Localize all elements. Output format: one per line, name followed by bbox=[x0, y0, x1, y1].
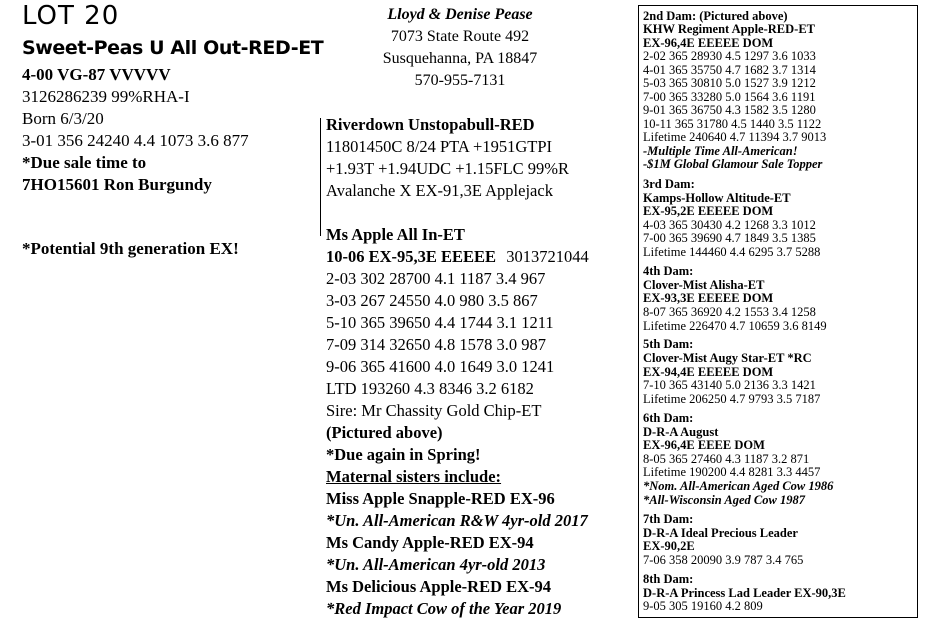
dam5-heading: 5th Dam: bbox=[643, 337, 694, 351]
potential-note: *Potential 9th generation EX! bbox=[22, 239, 239, 258]
dam6-note: *All-Wisconsin Aged Cow 1987 bbox=[643, 493, 805, 507]
dam8-heading: 8th Dam: bbox=[643, 572, 694, 586]
dam2-record: 9-01 365 36750 4.3 1582 3.5 1280 bbox=[643, 103, 816, 117]
dam-record: 5-10 365 39650 4.4 1744 3.1 1211 bbox=[326, 313, 554, 332]
dam2-note: -$1M Global Glamour Sale Topper bbox=[643, 157, 823, 171]
dam3-name: Kamps-Hollow Altitude-ET bbox=[643, 191, 791, 205]
sire-line3: Avalanche X EX-91,3E Applejack bbox=[326, 181, 553, 200]
dam-sire: Sire: Mr Chassity Gold Chip-ET bbox=[326, 401, 542, 420]
registration: 3126286239 99%RHA-I bbox=[22, 87, 190, 106]
dam-record: 3-03 267 24550 4.0 980 3.5 867 bbox=[326, 291, 538, 310]
dam4-record: 8-07 365 36920 4.2 1553 3.4 1258 bbox=[643, 305, 816, 319]
dam2-heading: 2nd Dam: (Pictured above) bbox=[643, 9, 788, 23]
dam6-class: EX-96,4E EEEE DOM bbox=[643, 438, 765, 452]
dam-record: 9-06 365 41600 4.0 1649 3.0 1241 bbox=[326, 357, 555, 376]
dam3-record: 4-03 365 30430 4.2 1268 3.3 1012 bbox=[643, 218, 816, 232]
birth-date: Born 6/3/20 bbox=[22, 109, 104, 128]
dam7-record: 7-06 358 20090 3.9 787 3.4 765 bbox=[643, 553, 804, 567]
dam-record: 2-03 302 28700 4.1 1187 3.4 967 bbox=[326, 269, 546, 288]
dam6-record: 8-05 365 27460 4.3 1187 3.2 871 bbox=[643, 452, 810, 466]
dam3-heading: 3rd Dam: bbox=[643, 177, 695, 191]
dam-pictured: (Pictured above) bbox=[326, 423, 443, 442]
dam7-class: EX-90,2E bbox=[643, 539, 695, 553]
lot-number: LOT 20 bbox=[22, 1, 120, 31]
dam-record: 7-09 314 32650 4.8 1578 3.0 987 bbox=[326, 335, 546, 354]
dam-due-note: *Due again in Spring! bbox=[326, 445, 481, 464]
sire-line1: 11801450C 8/24 PTA +1951GTPI bbox=[326, 137, 553, 156]
sister-name: Ms Delicious Apple-RED EX-94 bbox=[326, 577, 552, 596]
dam2-record: 10-11 365 31780 4.5 1440 3.5 1122 bbox=[643, 117, 822, 131]
sister-name: Ms Candy Apple-RED EX-94 bbox=[326, 533, 534, 552]
consignor-phone: 570-955-7131 bbox=[414, 72, 506, 89]
dam2-record: 5-03 365 30810 5.0 1527 3.9 1212 bbox=[643, 76, 816, 90]
dam4-lifetime: Lifetime 226470 4.7 10659 3.6 8149 bbox=[643, 319, 827, 333]
sister-name: Miss Apple Snapple-RED EX-96 bbox=[326, 489, 555, 508]
dam2-class: EX-96,4E EEEEE DOM bbox=[643, 36, 774, 50]
dam2-lifetime: Lifetime 240640 4.7 11394 3.7 9013 bbox=[643, 130, 827, 144]
dam5-record: 7-10 365 43140 5.0 2136 3.3 1421 bbox=[643, 378, 816, 392]
dam2-name: KHW Regiment Apple-RED-ET bbox=[643, 22, 815, 36]
dam6-lifetime: Lifetime 190200 4.4 8281 3.3 4457 bbox=[643, 465, 821, 479]
dam3-lifetime: Lifetime 144460 4.4 6295 3.7 5288 bbox=[643, 245, 821, 259]
dam8-name: D-R-A Princess Lad Leader EX-90,3E bbox=[643, 586, 846, 600]
dam-name: Ms Apple All In-ET bbox=[326, 225, 465, 244]
consignor-city: Susquehanna, PA 18847 bbox=[382, 50, 538, 67]
consignor-address: 7073 State Route 492 bbox=[390, 28, 530, 45]
dam3-record: 7-00 365 39690 4.7 1849 3.5 1385 bbox=[643, 231, 816, 245]
consignor-name: Lloyd & Denise Pease bbox=[387, 6, 533, 23]
dam-classification bbox=[326, 246, 589, 269]
dam3-class: EX-95,2E EEEEE DOM bbox=[643, 204, 774, 218]
dam6-heading: 6th Dam: bbox=[643, 411, 694, 425]
dam2-record: 4-01 365 35750 4.7 1682 3.7 1314 bbox=[643, 63, 816, 77]
maternal-heading: Maternal sisters include: bbox=[326, 467, 502, 486]
dam4-class: EX-93,3E EEEEE DOM bbox=[643, 291, 774, 305]
dam5-name: Clover-Mist Augy Star-ET *RC bbox=[643, 351, 812, 365]
dam2-note: -Multiple Time All-American! bbox=[643, 144, 798, 158]
dam5-class: EX-94,4E EEEEE DOM bbox=[643, 365, 774, 379]
dam2-record: 7-00 365 33280 5.0 1564 3.6 1191 bbox=[643, 90, 816, 104]
dam7-heading: 7th Dam: bbox=[643, 512, 694, 526]
production-record: 3-01 356 24240 4.4 1073 3.6 877 bbox=[22, 131, 249, 150]
sire-line2: +1.93T +1.94UDC +1.15FLC 99%R bbox=[326, 159, 570, 178]
dam5-lifetime: Lifetime 206250 4.7 9793 3.5 7187 bbox=[643, 392, 821, 406]
dam-class-bold: 10-06 EX-95,3E EEEEE bbox=[326, 247, 497, 266]
sister-note: *Un. All-American 4yr-old 2013 bbox=[326, 555, 546, 574]
dam2-record: 2-02 365 28930 4.5 1297 3.6 1033 bbox=[643, 49, 816, 63]
dam-reg: 3013721044 bbox=[506, 247, 589, 266]
dam-lifetime: LTD 193260 4.3 8346 3.2 6182 bbox=[326, 379, 534, 398]
due-note-line1: *Due sale time to bbox=[22, 153, 147, 172]
sister-note: *Red Impact Cow of the Year 2019 bbox=[326, 599, 562, 618]
classification: 4-00 VG-87 VVVVV bbox=[22, 65, 171, 84]
sire-name: Riverdown Unstopabull-RED bbox=[326, 115, 535, 134]
sister-note: *Un. All-American R&W 4yr-old 2017 bbox=[326, 511, 588, 530]
dam6-note: *Nom. All-American Aged Cow 1986 bbox=[643, 479, 834, 493]
dam6-name: D-R-A August bbox=[643, 425, 719, 439]
cow-name: Sweet-Peas U All Out-RED-ET bbox=[22, 37, 324, 59]
dam4-heading: 4th Dam: bbox=[643, 264, 694, 278]
dam4-name: Clover-Mist Alisha-ET bbox=[643, 278, 765, 292]
dam8-record: 9-05 305 19160 4.2 809 bbox=[643, 599, 763, 613]
pedigree-bracket bbox=[320, 118, 321, 236]
due-note-line2: 7HO15601 Ron Burgundy bbox=[22, 175, 212, 194]
dam7-name: D-R-A Ideal Precious Leader bbox=[643, 526, 798, 540]
